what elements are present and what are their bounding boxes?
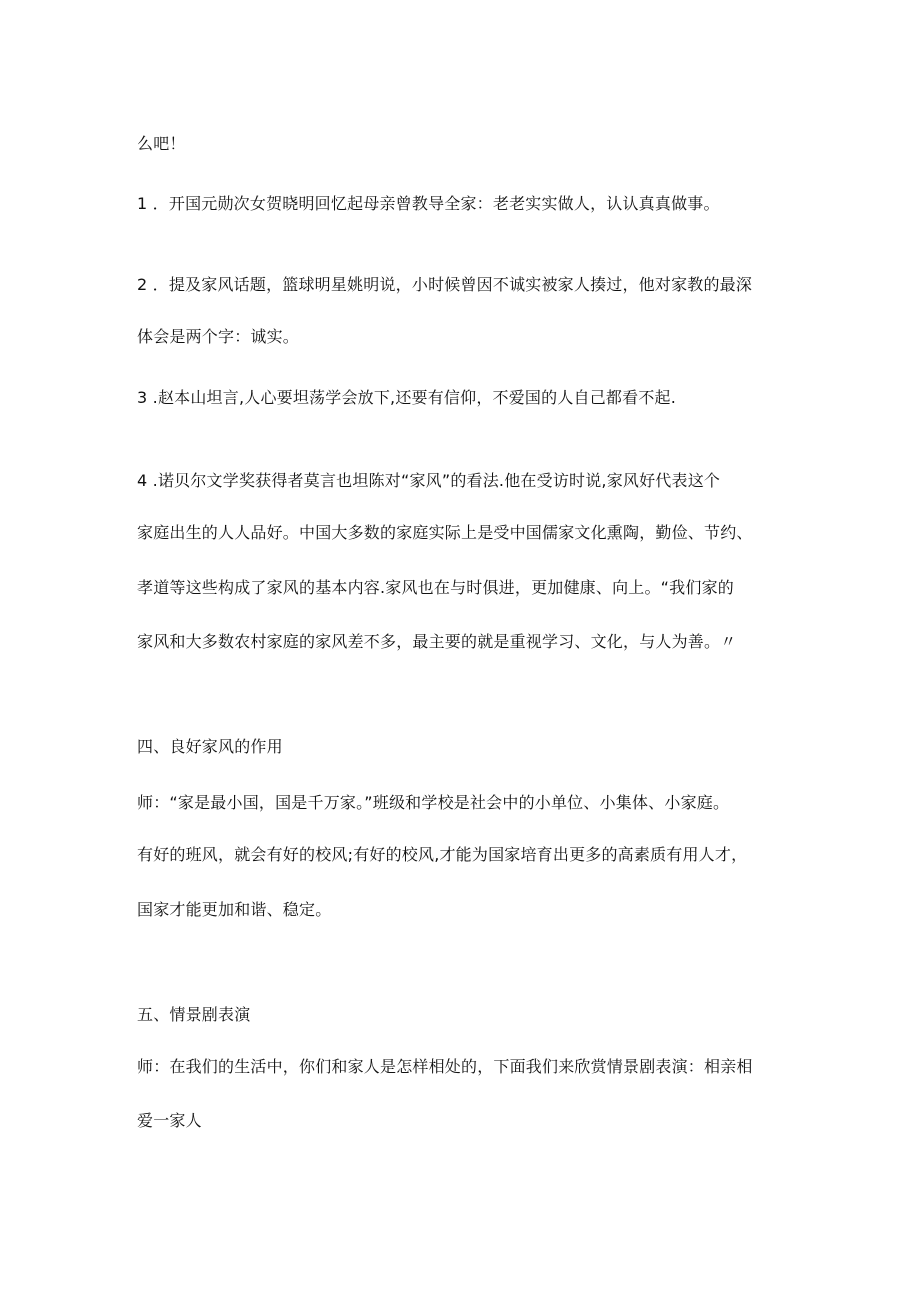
text-line-continuation: 么吧！ xyxy=(137,134,186,153)
list-item-2: 2 ．提及家风话题，篮球明星姚明说，小时候曾因不诚实被家人揍过，他对家教的最深 xyxy=(137,275,753,294)
paragraph-line: 爱一家人 xyxy=(137,1111,202,1130)
list-item-4: 4 .诺贝尔文学奖获得者莫言也坦陈对“家风”的看法.他在受访时说,家风好代表这个 xyxy=(137,471,721,490)
list-item-3: 3 .赵本山坦言,人心要坦荡学会放下,还要有信仰，不爱国的人自己都看不起. xyxy=(137,388,677,407)
paragraph-line: 有好的班风，就会有好的校风;有好的校风,才能为国家培育出更多的高素质有用人才， xyxy=(137,845,748,864)
section-heading-4: 四、良好家风的作用 xyxy=(137,737,283,756)
paragraph-line: 师：在我们的生活中，你们和家人是怎样相处的，下面我们来欣赏情景剧表演：相亲相 xyxy=(137,1057,753,1076)
paragraph-line: 师：“家是最小国，国是千万家。”班级和学校是社会中的小单位、小集体、小家庭。 xyxy=(137,793,730,812)
list-item-4-continued: 家风和大多数农村家庭的家风差不多，最主要的就是重视学习、文化，与人为善。〃 xyxy=(137,632,737,651)
list-item-4-continued: 家庭出生的人人品好。中国大多数的家庭实际上是受中国儒家文化熏陶，勤俭、节约、 xyxy=(137,523,753,542)
list-item-1: 1 ．开国元勋次女贺晓明回忆起母亲曾教导全家：老老实实做人，认认真真做事。 xyxy=(137,194,720,213)
list-item-4-continued: 孝道等这些构成了家风的基本内容.家风也在与时俱进，更加健康、向上。“我们家的 xyxy=(137,578,734,597)
list-item-2-continued: 体会是两个字：诚实。 xyxy=(137,327,300,346)
section-heading-5: 五、情景剧表演 xyxy=(137,1005,251,1024)
paragraph-line: 国家才能更加和谐、稳定。 xyxy=(137,900,332,919)
